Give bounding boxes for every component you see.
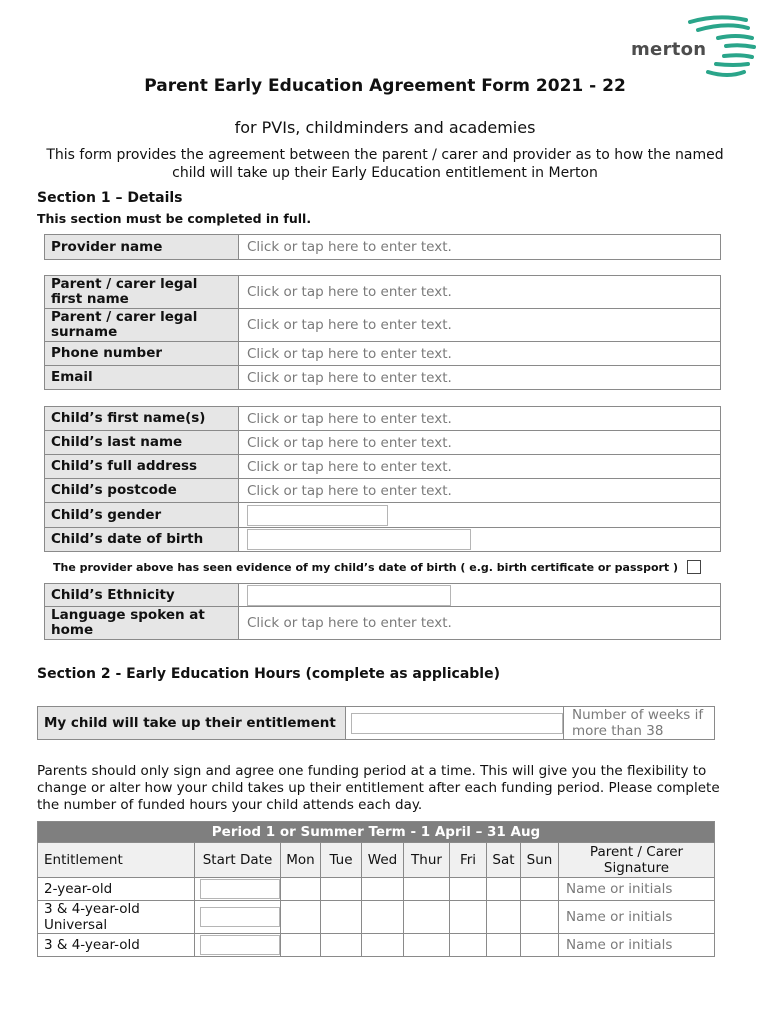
dob-evidence-statement: The provider above has seen evidence of my child’s date of birth ( e.g. birth certificate or passport ) [53, 561, 679, 574]
wed-hours-cell[interactable] [362, 901, 404, 934]
signature-input[interactable]: Name or initials [559, 901, 715, 934]
start-date-cell [195, 901, 281, 934]
col-entitlement: Entitlement [38, 843, 195, 878]
tue-hours-cell[interactable] [321, 878, 362, 901]
mon-hours-cell[interactable] [281, 901, 321, 934]
thur-hours-cell[interactable] [404, 878, 450, 901]
col-mon: Mon [281, 843, 321, 878]
col-sat: Sat [487, 843, 521, 878]
sat-hours-cell[interactable] [487, 901, 521, 934]
child-postcode-input[interactable]: Click or tap here to enter text. [239, 479, 721, 503]
provider-name-input[interactable]: Click or tap here to enter text. [239, 235, 721, 260]
mon-hours-cell[interactable] [281, 934, 321, 957]
sun-hours-cell[interactable] [521, 934, 559, 957]
funding-paragraph: Parents should only sign and agree one funding period at a time. This will give you the flexibility to change or alter how your child takes up their entitlement after each funding period. Please complete the number of funded hours your child attends each day. [37, 763, 720, 813]
logo-text: merton [631, 39, 707, 60]
child-dob-cell [239, 528, 721, 552]
fri-hours-cell[interactable] [450, 934, 487, 957]
child-address-label: Child’s full address [45, 455, 239, 479]
child-ethnicity-cell [239, 584, 721, 607]
fri-hours-cell[interactable] [450, 878, 487, 901]
child-gender-cell [239, 503, 721, 528]
child-postcode-label: Child’s postcode [45, 479, 239, 503]
language-label: Language spoken at home [45, 607, 239, 640]
thur-hours-cell[interactable] [404, 934, 450, 957]
entitlement-dropdown[interactable] [351, 713, 563, 734]
page-subtitle: for PVIs, childminders and academies [234, 118, 536, 137]
merton-logo [628, 12, 758, 82]
page-title: Parent Early Education Agreement Form 2021 - 22 [144, 76, 626, 96]
email-label: Email [45, 366, 239, 390]
child-first-name-input[interactable]: Click or tap here to enter text. [239, 407, 721, 431]
entitlement-label: My child will take up their entitlement [38, 707, 346, 740]
entitlement-cell [346, 707, 564, 740]
sun-hours-cell[interactable] [521, 901, 559, 934]
col-wed: Wed [362, 843, 404, 878]
child-ethnicity-label: Child’s Ethnicity [45, 584, 239, 607]
child-first-name-label: Child’s first name(s) [45, 407, 239, 431]
child-gender-label: Child’s gender [45, 503, 239, 528]
child-dob-label: Child’s date of birth [45, 528, 239, 552]
col-fri: Fri [450, 843, 487, 878]
child-last-name-input[interactable]: Click or tap here to enter text. [239, 431, 721, 455]
start-date-cell [195, 934, 281, 957]
entitlement-table [37, 706, 715, 740]
sat-hours-cell[interactable] [487, 878, 521, 901]
row-label: 2-year-old [38, 878, 195, 901]
child-gender-dropdown[interactable] [247, 505, 388, 526]
thur-hours-cell[interactable] [404, 901, 450, 934]
phone-number-input[interactable]: Click or tap here to enter text. [239, 342, 721, 366]
start-date-picker[interactable] [200, 935, 280, 955]
start-date-picker[interactable] [200, 907, 280, 927]
fri-hours-cell[interactable] [450, 901, 487, 934]
start-date-picker[interactable] [200, 879, 280, 899]
tue-hours-cell[interactable] [321, 934, 362, 957]
table-row [38, 878, 715, 901]
period-table [37, 821, 715, 957]
child-address-input[interactable]: Click or tap here to enter text. [239, 455, 721, 479]
section1-note: This section must be completed in full. [37, 211, 312, 226]
child-dob-date-picker[interactable] [247, 529, 471, 550]
table-row [38, 934, 715, 957]
parent-first-name-label: Parent / carer legal first name [45, 276, 239, 309]
parent-table [44, 275, 721, 390]
parent-surname-input[interactable]: Click or tap here to enter text. [239, 309, 721, 342]
period-title: Period 1 or Summer Term - 1 April – 31 Aug [38, 822, 715, 843]
row-label: 3 & 4-year-old Universal [38, 901, 195, 934]
intro-text: This form provides the agreement between the parent / carer and provider as to how the named child will take up their Early Education entitlement in Merton [46, 147, 724, 181]
child-ethnicity-dropdown[interactable] [247, 585, 451, 606]
col-tue: Tue [321, 843, 362, 878]
start-date-cell [195, 878, 281, 901]
tue-hours-cell[interactable] [321, 901, 362, 934]
sat-hours-cell[interactable] [487, 934, 521, 957]
language-input[interactable]: Click or tap here to enter text. [239, 607, 721, 640]
section2-heading: Section 2 - Early Education Hours (complete as applicable) [37, 666, 500, 682]
signature-input[interactable]: Name or initials [559, 934, 715, 957]
table-row [38, 901, 715, 934]
phone-number-label: Phone number [45, 342, 239, 366]
section1-heading: Section 1 – Details [37, 190, 183, 206]
parent-first-name-input[interactable]: Click or tap here to enter text. [239, 276, 721, 309]
ethnicity-table [44, 583, 721, 640]
col-start-date: Start Date [195, 843, 281, 878]
provider-name-label: Provider name [45, 235, 239, 260]
row-label: 3 & 4-year-old [38, 934, 195, 957]
child-last-name-label: Child’s last name [45, 431, 239, 455]
col-signature: Parent / Carer Signature [559, 843, 715, 878]
col-sun: Sun [521, 843, 559, 878]
child-table [44, 406, 721, 552]
col-thur: Thur [404, 843, 450, 878]
email-input[interactable]: Click or tap here to enter text. [239, 366, 721, 390]
provider-table [44, 234, 721, 260]
mon-hours-cell[interactable] [281, 878, 321, 901]
parent-surname-label: Parent / carer legal surname [45, 309, 239, 342]
wed-hours-cell[interactable] [362, 934, 404, 957]
sun-hours-cell[interactable] [521, 878, 559, 901]
weeks-input[interactable]: Number of weeks if more than 38 [564, 707, 715, 740]
wed-hours-cell[interactable] [362, 878, 404, 901]
dob-evidence-checkbox[interactable] [687, 560, 701, 574]
signature-input[interactable]: Name or initials [559, 878, 715, 901]
